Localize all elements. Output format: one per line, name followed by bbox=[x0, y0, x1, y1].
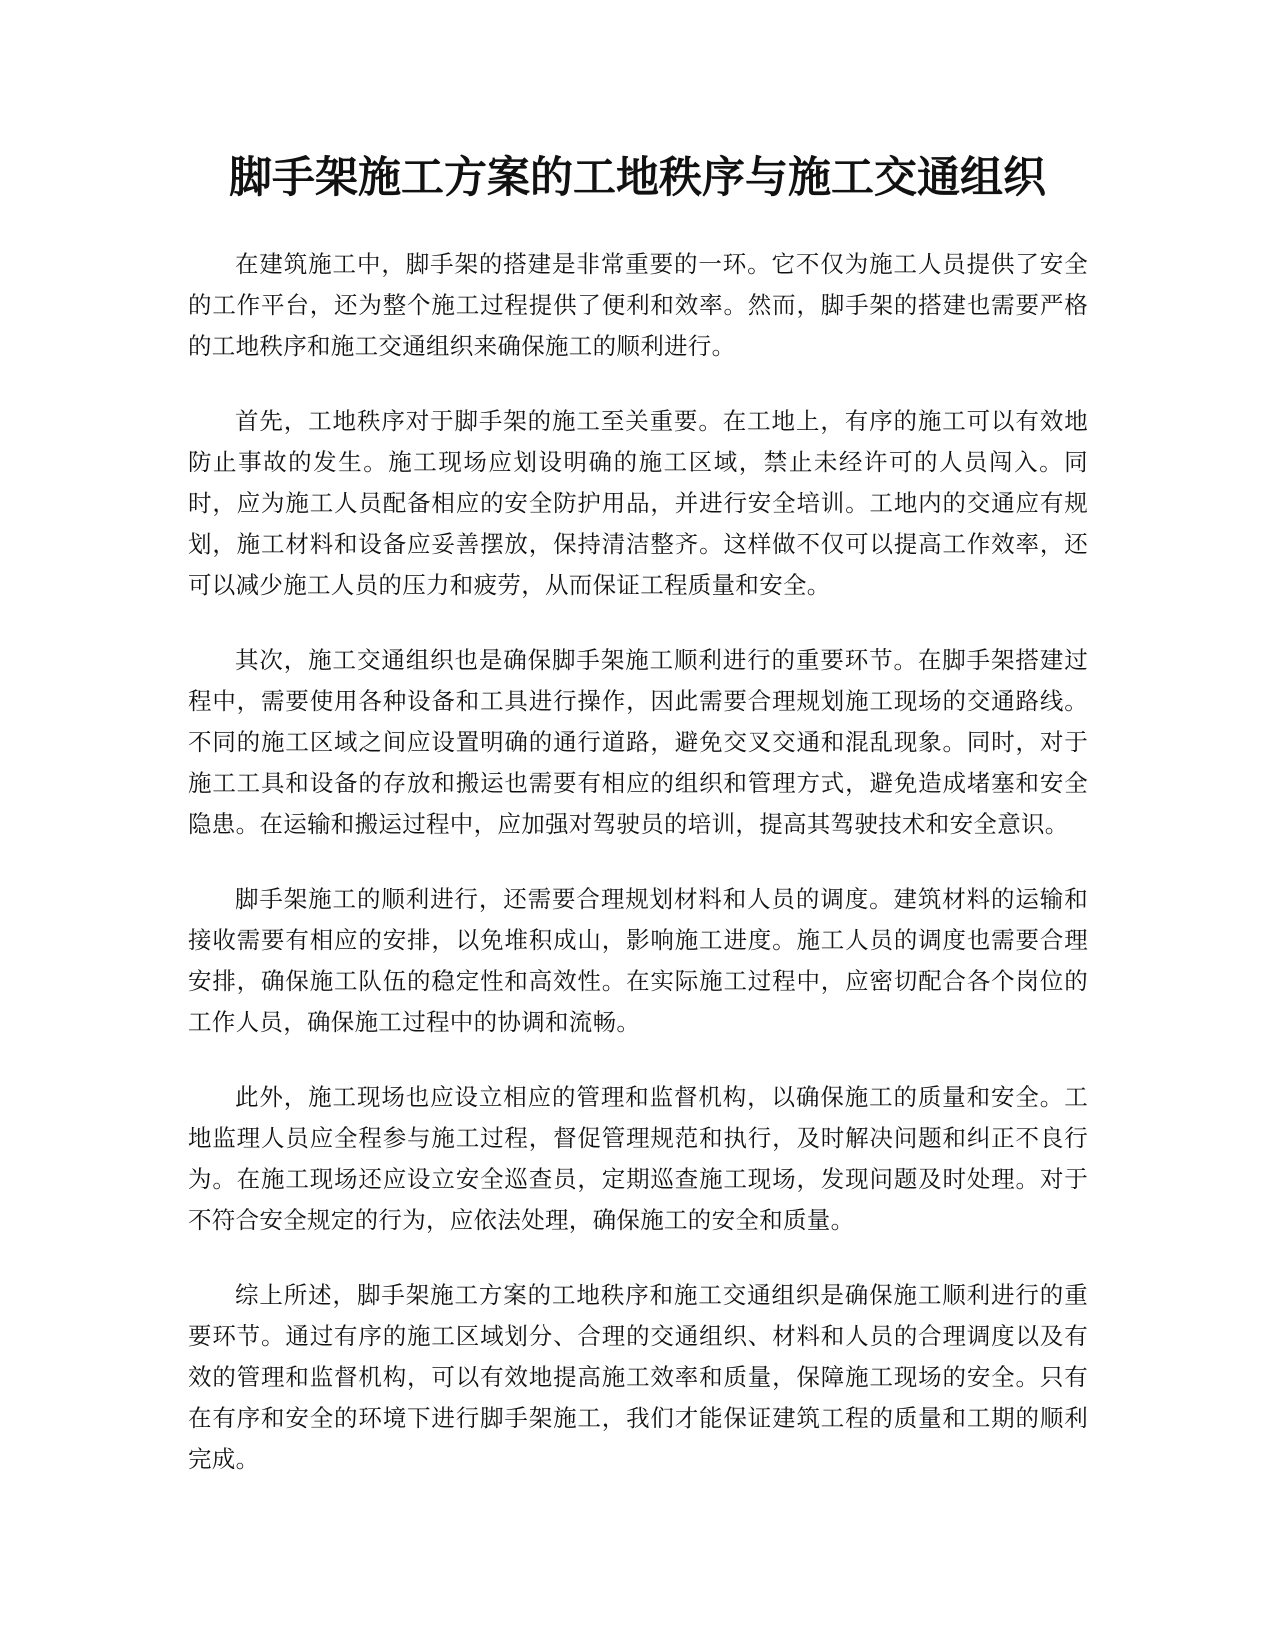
paragraph-intro: 在建筑施工中，脚手架的搭建是非常重要的一环。它不仅为施工人员提供了安全的工作平台，还为整个施工过程提供了便利和效率。然而，脚手架的搭建也需要严格的工地秩序和施工交通组织来确保施工的顺利进行。 bbox=[188, 250, 1088, 360]
document-title: 脚手架施工方案的工地秩序与施工交通组织 bbox=[229, 153, 1046, 203]
document-body bbox=[188, 244, 1088, 1514]
paragraph-conclusion: 综上所述，脚手架施工方案的工地秩序和施工交通组织是确保施工顺利进行的重要环节。通过有序的施工区域划分、合理的交通组织、材料和人员的合理调度以及有效的管理和监督机构，可以有效地提高施工效率和质量，保障施工现场的安全。只有在有序和安全的环境下进行脚手架施工，我们才能保证建筑工程的质量和工期的顺利完成。 bbox=[188, 1281, 1088, 1473]
paragraph-site-order: 首先，工地秩序对于脚手架的施工至关重要。在工地上，有序的施工可以有效地防止事故的发生。施工现场应划设明确的施工区域，禁止未经许可的人员闯入。同时，应为施工人员配备相应的安全防护用品，并进行安全培训。工地内的交通应有规划，施工材料和设备应妥善摆放，保持清洁整齐。这样做不仅可以提高工作效率，还可以减少施工人员的压力和疲劳，从而保证工程质量和安全。 bbox=[188, 407, 1088, 599]
paragraph-supervision: 此外，施工现场也应设立相应的管理和监督机构，以确保施工的质量和安全。工地监理人员应全程参与施工过程，督促管理规范和执行，及时解决问题和纠正不良行为。在施工现场还应设立安全巡查员，定期巡查施工现场，发现问题及时处理。对于不符合安全规定的行为，应依法处理，确保施工的安全和质量。 bbox=[188, 1083, 1088, 1234]
paragraph-traffic-organization: 其次，施工交通组织也是确保脚手架施工顺利进行的重要环节。在脚手架搭建过程中，需要使用各种设备和工具进行操作，因此需要合理规划施工现场的交通路线。不同的施工区域之间应设置明确的通行道路，避免交叉交通和混乱现象。同时，对于施工工具和设备的存放和搬运也需要有相应的组织和管理方式，避免造成堵塞和安全隐患。在运输和搬运过程中，应加强对驾驶员的培训，提高其驾驶技术和安全意识。 bbox=[188, 646, 1088, 838]
paragraph-scheduling: 脚手架施工的顺利进行，还需要合理规划材料和人员的调度。建筑材料的运输和接收需要有相应的安排，以免堆积成山，影响施工进度。施工人员的调度也需要合理安排，确保施工队伍的稳定性和高效性。在实际施工过程中，应密切配合各个岗位的工作人员，确保施工过程中的协调和流畅。 bbox=[188, 885, 1088, 1036]
